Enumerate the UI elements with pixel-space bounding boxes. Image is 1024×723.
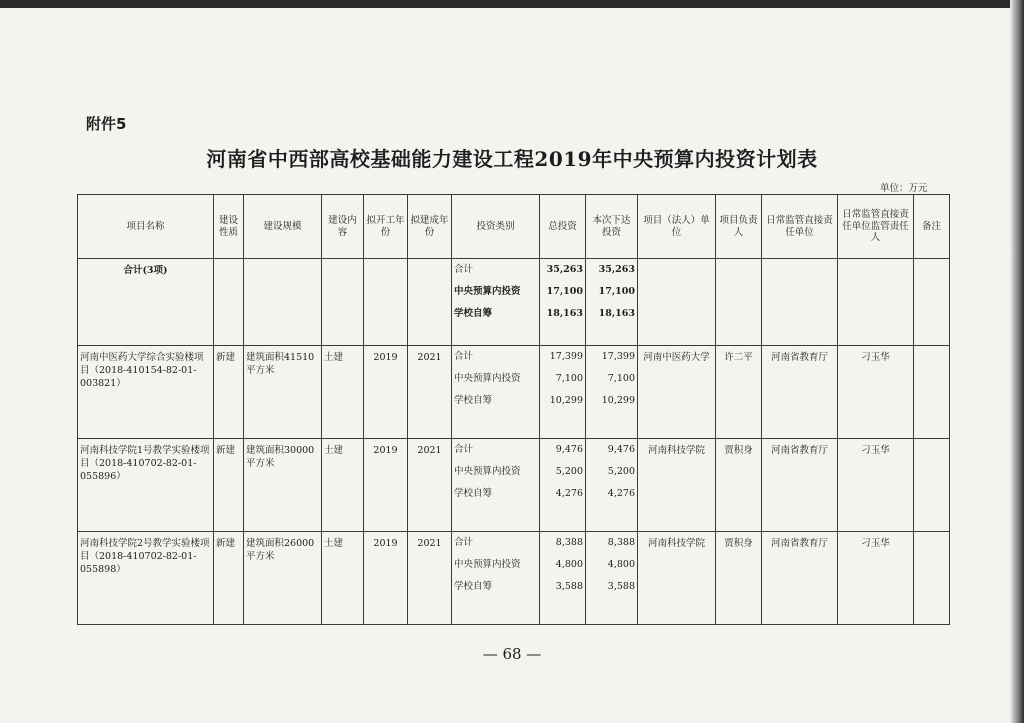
project-name-cell: 河南中医药大学综合实验楼项目（2018-410154-82-01-003821） — [78, 346, 214, 439]
amount-value: 3,588 — [607, 581, 635, 592]
end-year-cell: 2021 — [408, 532, 452, 625]
header-cell: 项目名称 — [78, 195, 214, 259]
header-cell: 投资类别 — [452, 195, 540, 259]
supervisor-person-cell: 刁玉华 — [838, 346, 914, 439]
nature-cell: 新建 — [214, 439, 244, 532]
project-name-cell: 合计(3项) — [78, 259, 214, 346]
category-label: 学校自筹 — [454, 395, 493, 406]
content-cell: 土建 — [322, 346, 364, 439]
amount-value: 35,263 — [598, 264, 635, 275]
amount-value: 18,163 — [598, 308, 635, 319]
header-cell: 总投资 — [540, 195, 586, 259]
note-cell — [914, 439, 950, 532]
category-label: 学校自筹 — [454, 581, 493, 592]
table-row-total — [78, 259, 950, 346]
unit-cell: 河南科技学院 — [638, 532, 716, 625]
page-number: — 68 — — [482, 645, 542, 663]
unit-cell: 河南科技学院 — [638, 439, 716, 532]
amount-value: 18,163 — [546, 308, 583, 319]
category-cell — [452, 259, 540, 346]
leader-cell: 贾积身 — [716, 439, 762, 532]
unit-cell: 河南中医药大学 — [638, 346, 716, 439]
amount-value: 9,476 — [607, 444, 635, 455]
table-row-project — [78, 532, 950, 625]
category-label: 合计 — [454, 264, 474, 275]
header-cell: 建设规模 — [244, 195, 322, 259]
amount-value: 8,388 — [607, 537, 635, 548]
project-name-cell: 河南科技学院1号教学实验楼项目（2018-410702-82-01-055896） — [78, 439, 214, 532]
header-cell: 建设性质 — [214, 195, 244, 259]
amount-value: 4,800 — [607, 559, 635, 570]
this-investment-cell — [586, 346, 638, 439]
amount-value: 5,200 — [555, 466, 583, 477]
header-cell: 日常监管直接责任单位 — [762, 195, 838, 259]
header-cell: 建设内容 — [322, 195, 364, 259]
category-label: 中央预算内投资 — [454, 286, 521, 297]
table-row-project — [78, 439, 950, 532]
total-investment-cell — [540, 532, 586, 625]
end-year-cell: 2021 — [408, 346, 452, 439]
nature-cell: 新建 — [214, 346, 244, 439]
scale-cell: 建筑面积26000平方米 — [244, 532, 322, 625]
unit-label: 单位：万元 — [880, 183, 928, 194]
header-cell: 日常监管直接责任单位监管责任人 — [838, 195, 914, 259]
content-cell: 土建 — [322, 439, 364, 532]
amount-value: 9,476 — [555, 444, 583, 455]
supervisor-unit-cell: 河南省教育厅 — [762, 439, 838, 532]
amount-value: 17,100 — [546, 286, 583, 297]
amount-value: 8,388 — [555, 537, 583, 548]
category-label: 学校自筹 — [454, 308, 493, 319]
investment-plan-table — [77, 194, 950, 625]
supervisor-unit-cell: 河南省教育厅 — [762, 532, 838, 625]
category-label: 中央预算内投资 — [454, 466, 521, 477]
this-investment-cell — [586, 259, 638, 346]
category-label: 合计 — [454, 537, 474, 548]
category-label: 合计 — [454, 444, 474, 455]
attachment-label: 附件5 — [86, 115, 127, 133]
scan-border-right — [1010, 0, 1024, 723]
category-cell — [452, 532, 540, 625]
amount-value: 17,399 — [549, 351, 583, 362]
end-year-cell: 2021 — [408, 439, 452, 532]
leader-cell: 贾积身 — [716, 532, 762, 625]
amount-value: 4,800 — [555, 559, 583, 570]
amount-value: 10,299 — [601, 395, 635, 406]
amount-value: 17,399 — [601, 351, 635, 362]
amount-value: 4,276 — [607, 488, 635, 499]
amount-value: 7,100 — [607, 373, 635, 384]
header-cell: 拟建成年份 — [408, 195, 452, 259]
header-cell: 备注 — [914, 195, 950, 259]
category-label: 学校自筹 — [454, 488, 493, 499]
scale-cell: 建筑面积30000平方米 — [244, 439, 322, 532]
amount-value: 4,276 — [555, 488, 583, 499]
table-row-project — [78, 346, 950, 439]
category-label: 合计 — [454, 351, 474, 362]
header-cell: 项目（法人）单位 — [638, 195, 716, 259]
this-investment-cell — [586, 532, 638, 625]
this-investment-cell — [586, 439, 638, 532]
total-investment-cell — [540, 346, 586, 439]
scale-cell: 建筑面积41510平方米 — [244, 346, 322, 439]
project-name-cell: 河南科技学院2号教学实验楼项目（2018-410702-82-01-055898） — [78, 532, 214, 625]
total-investment-cell — [540, 259, 586, 346]
scan-border-top — [0, 0, 1024, 8]
amount-value: 7,100 — [555, 373, 583, 384]
amount-value: 17,100 — [598, 286, 635, 297]
supervisor-unit-cell: 河南省教育厅 — [762, 346, 838, 439]
content-cell: 土建 — [322, 532, 364, 625]
amount-value: 10,299 — [549, 395, 583, 406]
document-title: 河南省中西部高校基础能力建设工程2019年中央预算内投资计划表 — [206, 147, 818, 171]
start-year-cell: 2019 — [364, 346, 408, 439]
amount-value: 35,263 — [546, 264, 583, 275]
supervisor-person-cell: 刁玉华 — [838, 532, 914, 625]
header-cell: 拟开工年份 — [364, 195, 408, 259]
category-cell — [452, 346, 540, 439]
total-investment-cell — [540, 439, 586, 532]
note-cell — [914, 346, 950, 439]
table-header-row — [78, 195, 950, 259]
category-cell — [452, 439, 540, 532]
start-year-cell: 2019 — [364, 532, 408, 625]
nature-cell: 新建 — [214, 532, 244, 625]
category-label: 中央预算内投资 — [454, 559, 521, 570]
amount-value: 3,588 — [555, 581, 583, 592]
supervisor-person-cell: 刁玉华 — [838, 439, 914, 532]
note-cell — [914, 532, 950, 625]
start-year-cell: 2019 — [364, 439, 408, 532]
category-label: 中央预算内投资 — [454, 373, 521, 384]
leader-cell: 许二平 — [716, 346, 762, 439]
header-cell: 项目负责人 — [716, 195, 762, 259]
header-cell: 本次下达投资 — [586, 195, 638, 259]
amount-value: 5,200 — [607, 466, 635, 477]
